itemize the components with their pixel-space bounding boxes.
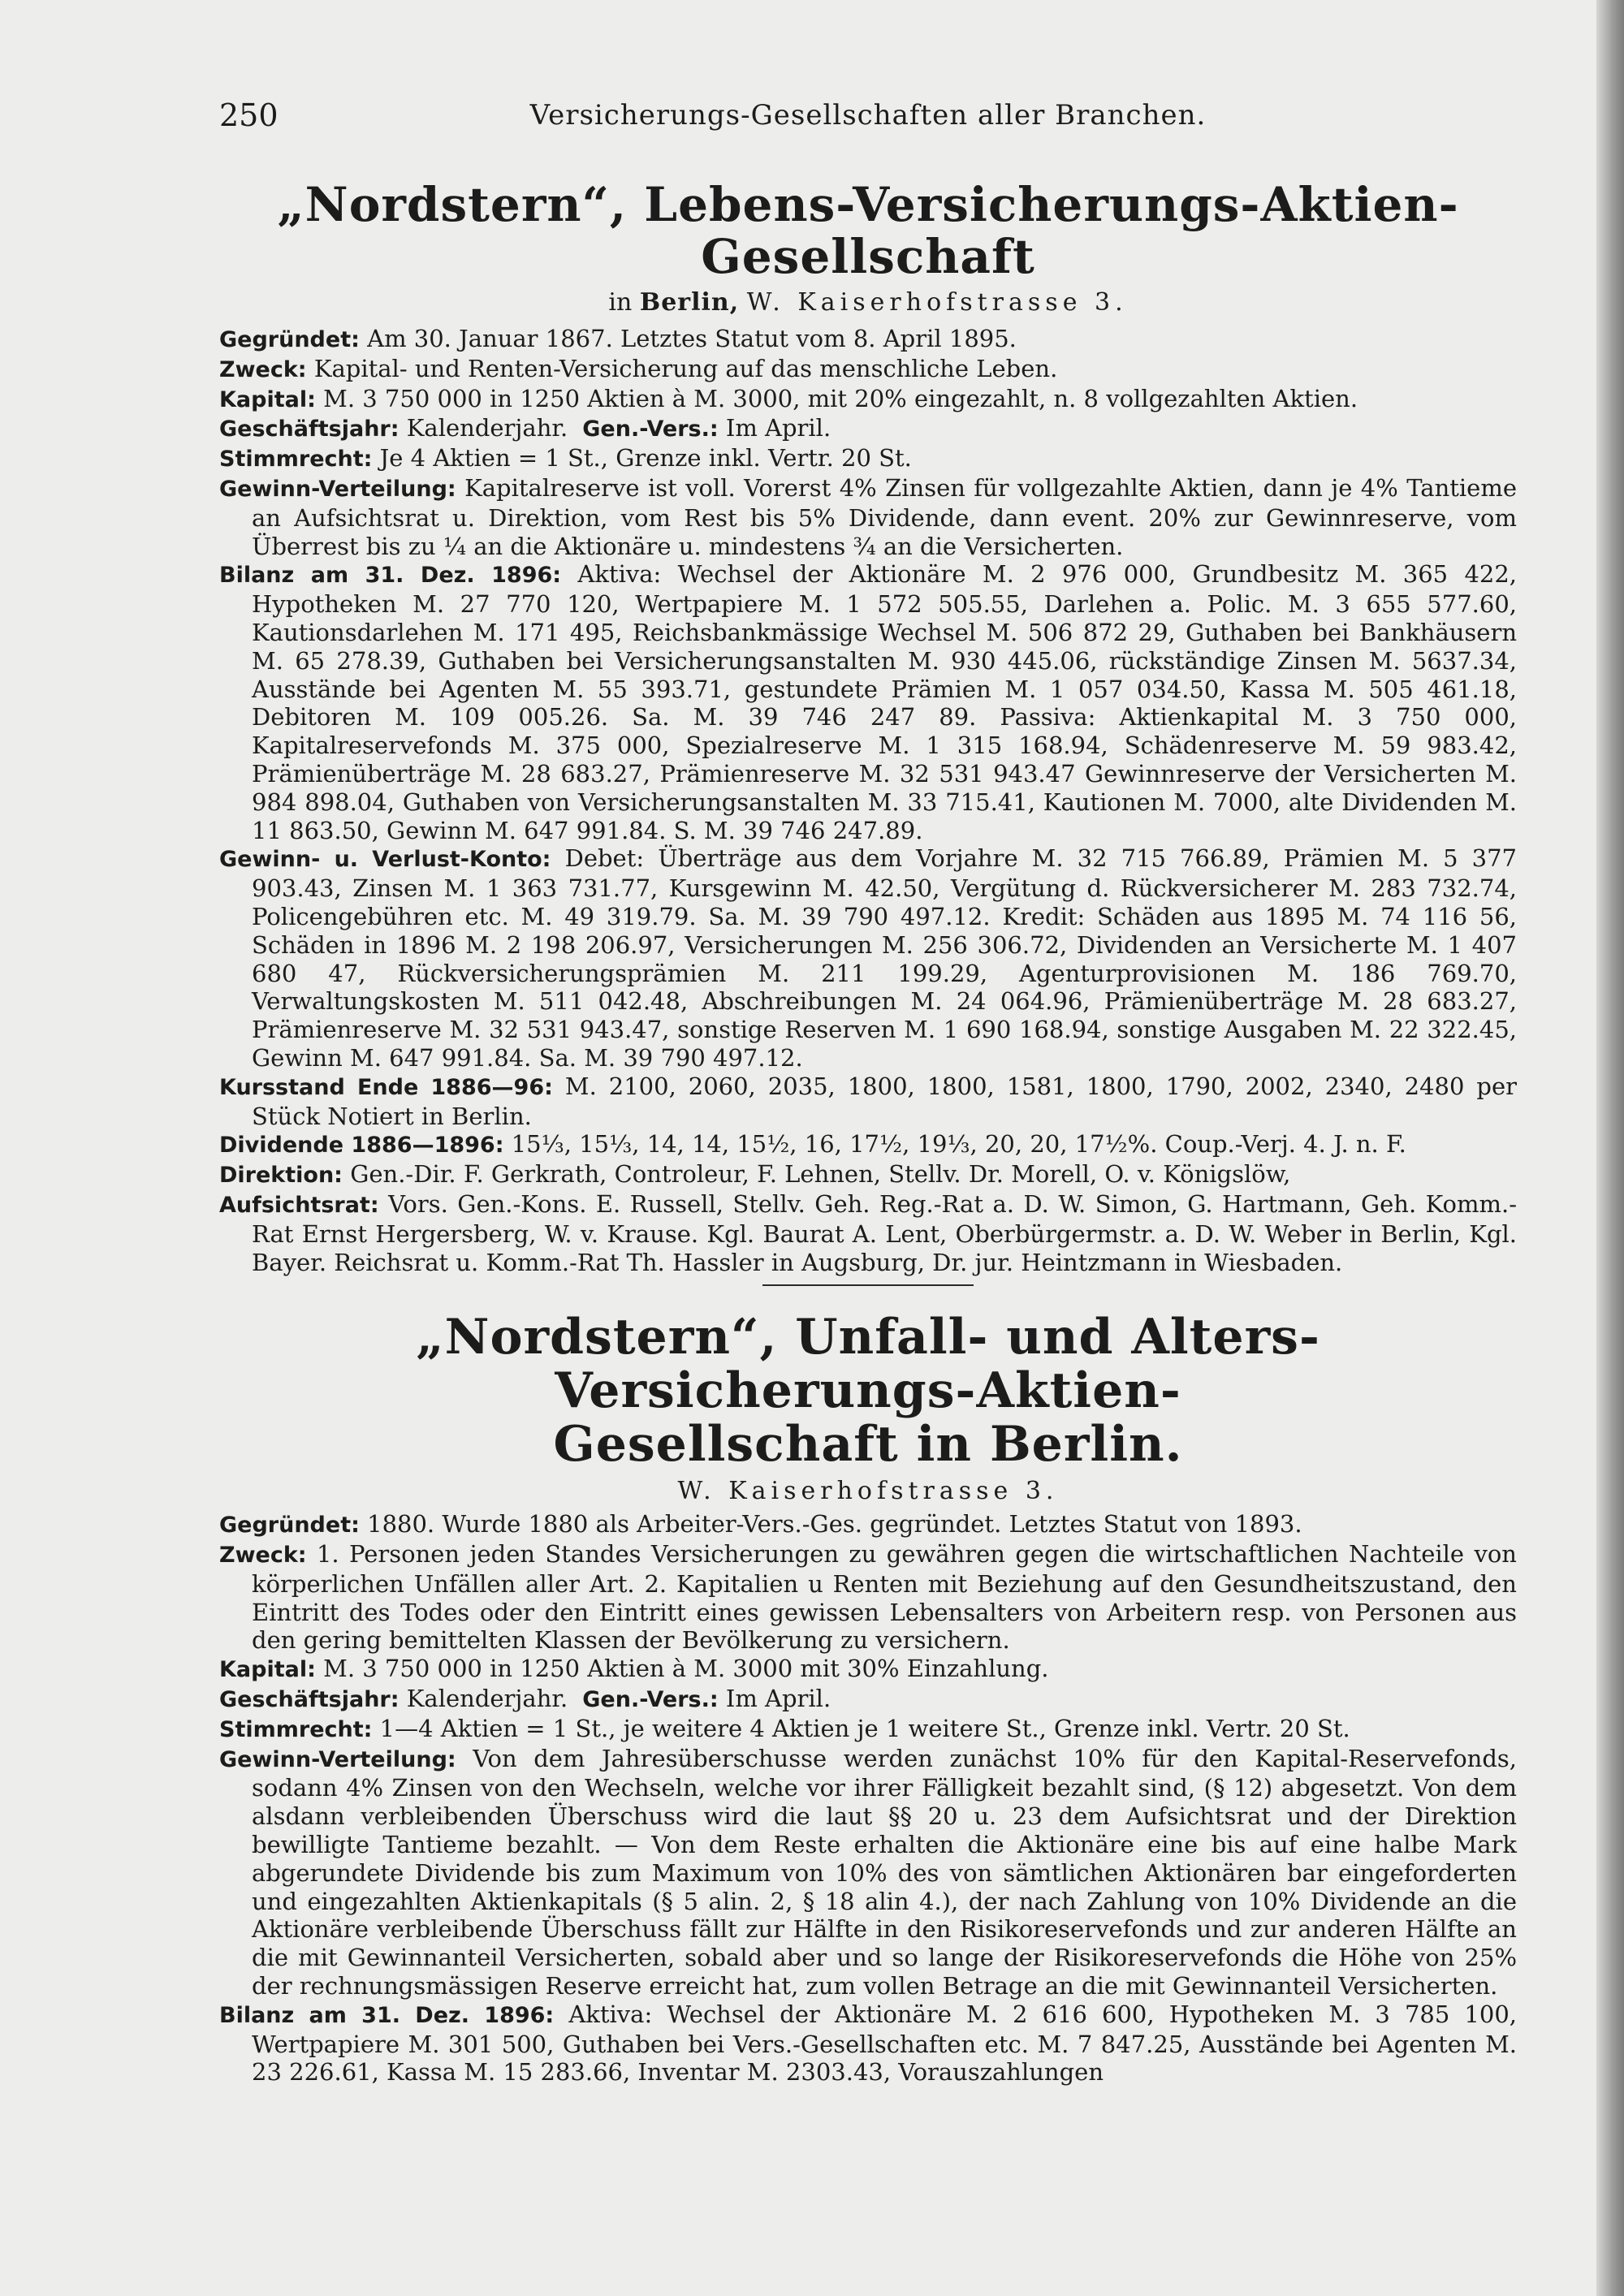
entry-text: Von dem Jahresüberschusse werden zunächst 10% für den Kapital-Reservefonds, sodann 4% Zinsen von den Wechseln, welche vor ihrer Fälligkeit bezahlt sind, (§ 12) abgesetzt. Von dem alsdann verbleibenden Überschuss wird die laut §§ 20 u. 23 dem Aufsichtsrat und der Direktion bewilligte Tantieme bezahlt. — Von dem Reste erhalten die Aktionäre eine bis auf eine halbe Mark abgerundete Dividende bis zum Maximum von 10% des von sämtlichen Aktionären bar eingeforderten und eingezahlten Aktienkapitals (§ 5 alin. 2, § 18 alin 4.), der nach Zahlung von 10% Dividende an die Aktionäre verbleibende Überschuss fällt zur Hälfte in den Risikoreservefonds und zur anderen Hälfte an die mit Gewinnanteil Versicherten, sobald aber und so lange der Risikoreservefonds die Höhe von 25% der rechnungsmässigen Reserve erreicht hat, zum vollen Betrage an die mit Gewinnanteil Versicherten. <box>252 1744 1517 2000</box>
company1-title: „Nordstern“, Lebens-Versicherungs-Aktien-Gesellschaft <box>277 177 1459 284</box>
entry-text: Aktiva: Wechsel der Aktionäre M. 2 616 600, Hypotheken M. 3 785 100, Wertpapiere M. 301 500, Guthaben bei Vers.-Gesellschaften etc. M. 7 847.25, Ausstände bei Agenten M. 23 226.61, Kassa M. 15 283.66, Inventar M. 2303.43, Vorauszahlungen <box>252 2000 1518 2087</box>
entry-label: Kapital: <box>219 386 316 412</box>
entry-label: Gewinn-Verteilung: <box>219 1746 456 1772</box>
entry-text: Je 4 Aktien = 1 St., Grenze inkl. Vertr. 20 St. <box>379 444 912 473</box>
entry-text: Kapital- und Renten-Versicherung auf das menschliche Leben. <box>313 354 1058 382</box>
entry-label: Gewinn- u. Verlust-Konto: <box>219 847 551 873</box>
entry-label: Bilanz am 31. Dez. 1896: <box>219 563 562 589</box>
company2-title-line1: „Nordstern“, Unfall- und Alters-Versicherungs-Aktien- <box>416 1309 1320 1420</box>
entry-text: Kalenderjahr. <box>406 1685 568 1713</box>
entry-text: M. 3 750 000 in 1250 Aktien à M. 3000, mit 20% eingezahlt, n. 8 vollgezahlten Aktien. <box>323 384 1358 412</box>
entry-text: Vors. Gen.-Kons. E. Russell, Stellv. Geh. Reg.-Rat a. D. W. Simon, G. Hartmann, Geh. Komm.-Rat Ernst Hergersberg, W. v. Krause. Kgl. Baurat A. Lent, Oberbürgermstr. a. D. W. Weber in Berlin, Kgl. Bayer. Reichsrat u. Komm.-Rat Th. Hassler in Augsburg, Dr. jur. Heintzmann in Wiesbaden. <box>252 1189 1517 1276</box>
entry-bilanz <box>219 2000 1517 2087</box>
company2-title-line2: Gesellschaft in Berlin. <box>553 1416 1183 1474</box>
entry-text: M. 3 750 000 in 1250 Aktien à M. 3000 mit 30% Einzahlung. <box>323 1655 1049 1683</box>
entry-aufsichtsrat <box>219 1190 1517 1276</box>
entry-text: Debet: Überträge aus dem Vorjahre M. 32 715 766.89, Prämien M. 5 377 903.43, Zinsen M. 1 363 731.77, Kursgewinn M. 42.50, Vergütung d. Rückversicherer M. 283 732.74, Policengebühren etc. M. 49 319.79. Sa. M. 39 790 497.12. Kredit: Schäden aus 1895 M. 74 116 56, Schäden in 1896 M. 2 198 206.97, Versicherungen M. 256 306.72, Dividenden an Versicherte M. 1 407 680 47, Rückversicherungsprämien M. 211 199.29, Agenturprovisionen M. 186 769.70, Verwaltungskosten M. 511 042.48, Abschreibungen M. 24 064.96, Prämienüberträge M. 28 683.27, Prämienreserve M. 32 531 943.47, sonstige Reserven M. 1 690 168.94, sonstige Ausgaben M. 22 322.45, Gewinn M. 647 991.84. Sa. M. 39 790 497.12. <box>252 844 1518 1072</box>
entry-geschaeftsjahr <box>219 414 1517 444</box>
entry-text: Kalenderjahr. <box>406 414 568 442</box>
entry-kapital <box>219 385 1517 415</box>
entry-text: 1. Personen jeden Standes Versicherungen zu gewähren gegen die wirtschaftlichen Nachteile von körperlichen Unfällen aller Art. 2. Kapitalien u Renten mit Beziehung auf den Gesundheitszustand, den Eintritt des Todes oder den Eintritt eines gewissen Lebensalters von Arbeitern resp. von Personen aus den gering bemittelten Klassen der Bevölkerung zu versichern. <box>252 1540 1517 1655</box>
location-address: W. Kaiserhofstrasse 3. <box>746 288 1128 317</box>
entry-label-gen-vers: Gen.-Vers.: <box>582 416 719 442</box>
entry-dividende <box>219 1130 1517 1160</box>
entry-text: 1880. Wurde 1880 als Arbeiter-Vers.-Ges. gegründet. Letztes Statut von 1893. <box>367 1510 1302 1539</box>
entry-label: Aufsichtsrat: <box>219 1192 379 1218</box>
entry-text-gen-vers: Im April. <box>725 1685 831 1713</box>
company2-location <box>219 1476 1517 1507</box>
entry-stimmrecht <box>219 1715 1517 1745</box>
document-page <box>219 97 1517 2087</box>
entry-label: Zweck: <box>219 1543 307 1569</box>
entry-label: Stimmrecht: <box>219 1716 373 1742</box>
entry-label: Gegründet: <box>219 1513 360 1539</box>
entry-text: 1—4 Aktien = 1 St., je weitere 4 Aktien je 1 weitere St., Grenze inkl. Vertr. 20 St. <box>379 1714 1350 1742</box>
entry-zweck <box>219 1540 1517 1655</box>
entry-label: Kapital: <box>219 1657 316 1683</box>
entry-gegruendet <box>219 325 1517 355</box>
entry-label: Direktion: <box>219 1163 343 1189</box>
entry-label: Gewinn-Verteilung: <box>219 476 456 502</box>
entry-kursstand <box>219 1072 1517 1131</box>
entry-bilanz <box>219 560 1517 844</box>
entry-gewinn-verteilung <box>219 474 1517 560</box>
entry-zweck <box>219 355 1517 385</box>
running-title: Versicherungs-Gesellschaften aller Branchen. <box>529 99 1207 132</box>
entry-label: Stimmrecht: <box>219 447 373 473</box>
entry-label: Dividende 1886—1896: <box>219 1133 504 1159</box>
running-header <box>219 97 1517 146</box>
entry-geschaeftsjahr <box>219 1685 1517 1715</box>
entry-label: Kursstand Ende 1886—96: <box>219 1074 553 1100</box>
entry-text-gen-vers: Im April. <box>725 414 831 442</box>
entry-direktion <box>219 1160 1517 1190</box>
page-number: 250 <box>219 97 279 133</box>
entry-stimmrecht <box>219 444 1517 474</box>
company2-entries <box>219 1510 1517 2087</box>
entry-text: Am 30. Januar 1867. Letztes Statut vom 8. April 1895. <box>367 325 1017 352</box>
entry-gewinn-verteilung <box>219 1745 1517 2000</box>
company1-location <box>219 287 1517 318</box>
company2-title <box>219 1309 1517 1474</box>
entry-kapital <box>219 1655 1517 1685</box>
entry-text: Gen.-Dir. F. Gerkrath, Controleur, F. Lehnen, Stellv. Dr. Morell, O. v. Königslöw, <box>350 1160 1291 1189</box>
entry-text: Aktiva: Wechsel der Aktionäre M. 2 976 000, Grundbesitz M. 365 422, Hypotheken M. 27 770 120, Wertpapiere M. 1 572 505.55, Darlehen a. Polic. M. 3 655 577.60, Kautionsdarlehen M. 171 495, Reichsbankmässige Wechsel M. 506 872 29, Guthaben bei Bankhäusern M. 65 278.39, Guthaben bei Versicherungsanstalten M. 930 445.06, rückständige Zinsen M. 5637.34, Ausstände bei Agenten M. 55 393.71, gestundete Prämien M. 1 057 034.50, Kassa M. 505 461.18, Debitoren M. 109 005.26. Sa. M. 39 746 247 89. Passiva: Aktienkapital M. 3 750 000, Kapitalreservefonds M. 375 000, Spezialreserve M. 1 315 168.94, Schädenreserve M. 59 983.42, Prämienüberträge M. 28 683.27, Prämienreserve M. 32 531 943.47 Gewinnreserve der Versicherten M. 984 898.04, Guthaben von Versicherungsanstalten M. 33 715.41, Kautionen M. 7000, alte Dividenden M. 11 863.50, Gewinn M. 647 991.84. S. M. 39 746 247.89. <box>252 560 1518 844</box>
entry-text: Kapitalreserve ist voll. Vorerst 4% Zinsen für vollgezahlte Aktien, dann je 4% Tantieme an Aufsichtsrat u. Direktion, vom Rest bis 5% Dividende, dann event. 20% zur Gewinnreserve, vom Überrest bis zu ¼ an die Aktionäre u. mindestens ¾ an die Versicherten. <box>252 473 1518 560</box>
location-prefix: in <box>608 288 633 317</box>
entry-text: M. 2100, 2060, 2035, 1800, 1800, 1581, 1800, 1790, 2002, 2340, 2480 per Stück Notiert in Berlin. <box>252 1072 1517 1130</box>
entry-label: Bilanz am 31. Dez. 1896: <box>219 2002 555 2028</box>
location-address: W. Kaiserhofstrasse 3. <box>677 1477 1059 1506</box>
entry-label: Zweck: <box>219 356 307 382</box>
entry-label: Geschäftsjahr: <box>219 1687 400 1713</box>
entry-label-gen-vers: Gen.-Vers.: <box>582 1687 719 1713</box>
entry-label: Geschäftsjahr: <box>219 416 400 442</box>
entry-gegruendet <box>219 1510 1517 1540</box>
book-spine-edge <box>1596 0 1624 2296</box>
entry-gewinn-verlust-konto <box>219 844 1517 1072</box>
company1-entries <box>219 325 1517 1276</box>
entry-label: Gegründet: <box>219 327 360 352</box>
location-city: Berlin, <box>639 288 740 317</box>
section-divider <box>762 1284 974 1286</box>
entry-text: 15⅓, 15⅓, 14, 14, 15½, 16, 17½, 19⅓, 20, 20, 17½%. Coup.-Verj. 4. J. n. F. <box>511 1130 1406 1159</box>
